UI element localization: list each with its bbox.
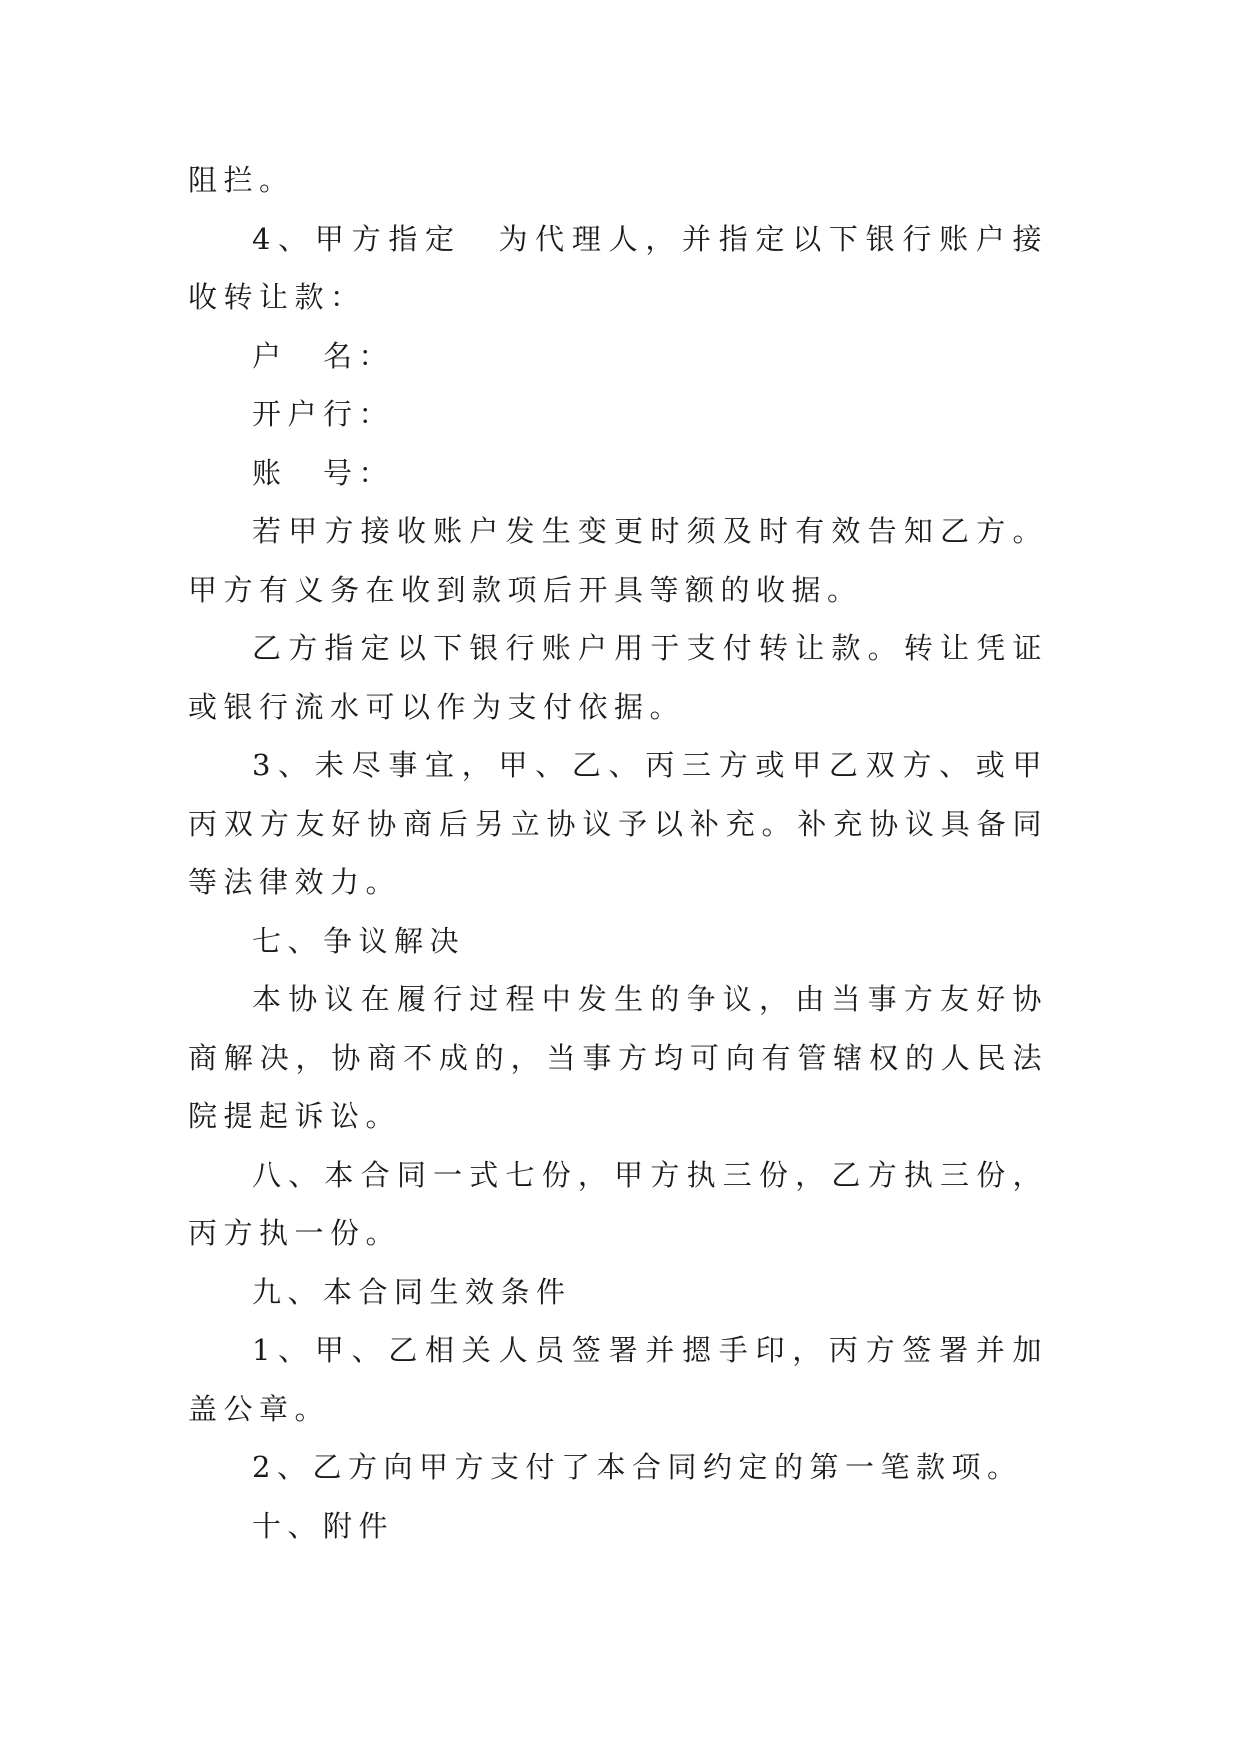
heading-dispute-resolution: 七、争议解决 [252,923,466,958]
paragraph-copies: 八、本合同一式七份，甲方执三份，乙方执三份，丙方执一份。 [188,1157,1048,1250]
field-account-number: 账 号： [252,455,395,490]
heading-attachments: 十、附件 [252,1508,395,1543]
heading-effective-conditions: 九、本合同生效条件 [252,1274,572,1309]
paragraph-dispute-resolution: 本协议在履行过程中发生的争议，由当事方友好协商解决，协商不成的，当事方均可向有管辖权的人民法院提起诉讼。 [188,982,1048,1133]
field-bank: 开户行： [252,397,395,431]
paragraph-supplementary: 3、未尽事宜，甲、乙、丙三方或甲乙双方、或甲丙双方友好协商后另立协议予以补充。补充协议具备同等法律效力。 [188,748,1048,899]
paragraph-account-change: 若甲方接收账户发生变更时须及时有效告知乙方。甲方有义务在收到款项后开具等额的收据。 [188,514,1048,607]
paragraph-payment-account: 乙方指定以下银行账户用于支付转让款。转让凭证或银行流水可以作为支付依据。 [188,631,1048,724]
document-body [188,151,1048,1555]
paragraph-continuation: 阻拦。 [188,163,295,197]
paragraph-condition-2: 2、乙方向甲方支付了本合同约定的第一笔款项。 [252,1450,1023,1484]
paragraph-condition-1: 1、甲、乙相关人员签署并摁手印，丙方签署并加盖公章。 [188,1333,1048,1426]
paragraph-agent-designation: 4、甲方指定 为代理人，并指定以下银行账户接收转让款： [188,221,1048,314]
field-account-name: 户 名： [252,338,395,373]
